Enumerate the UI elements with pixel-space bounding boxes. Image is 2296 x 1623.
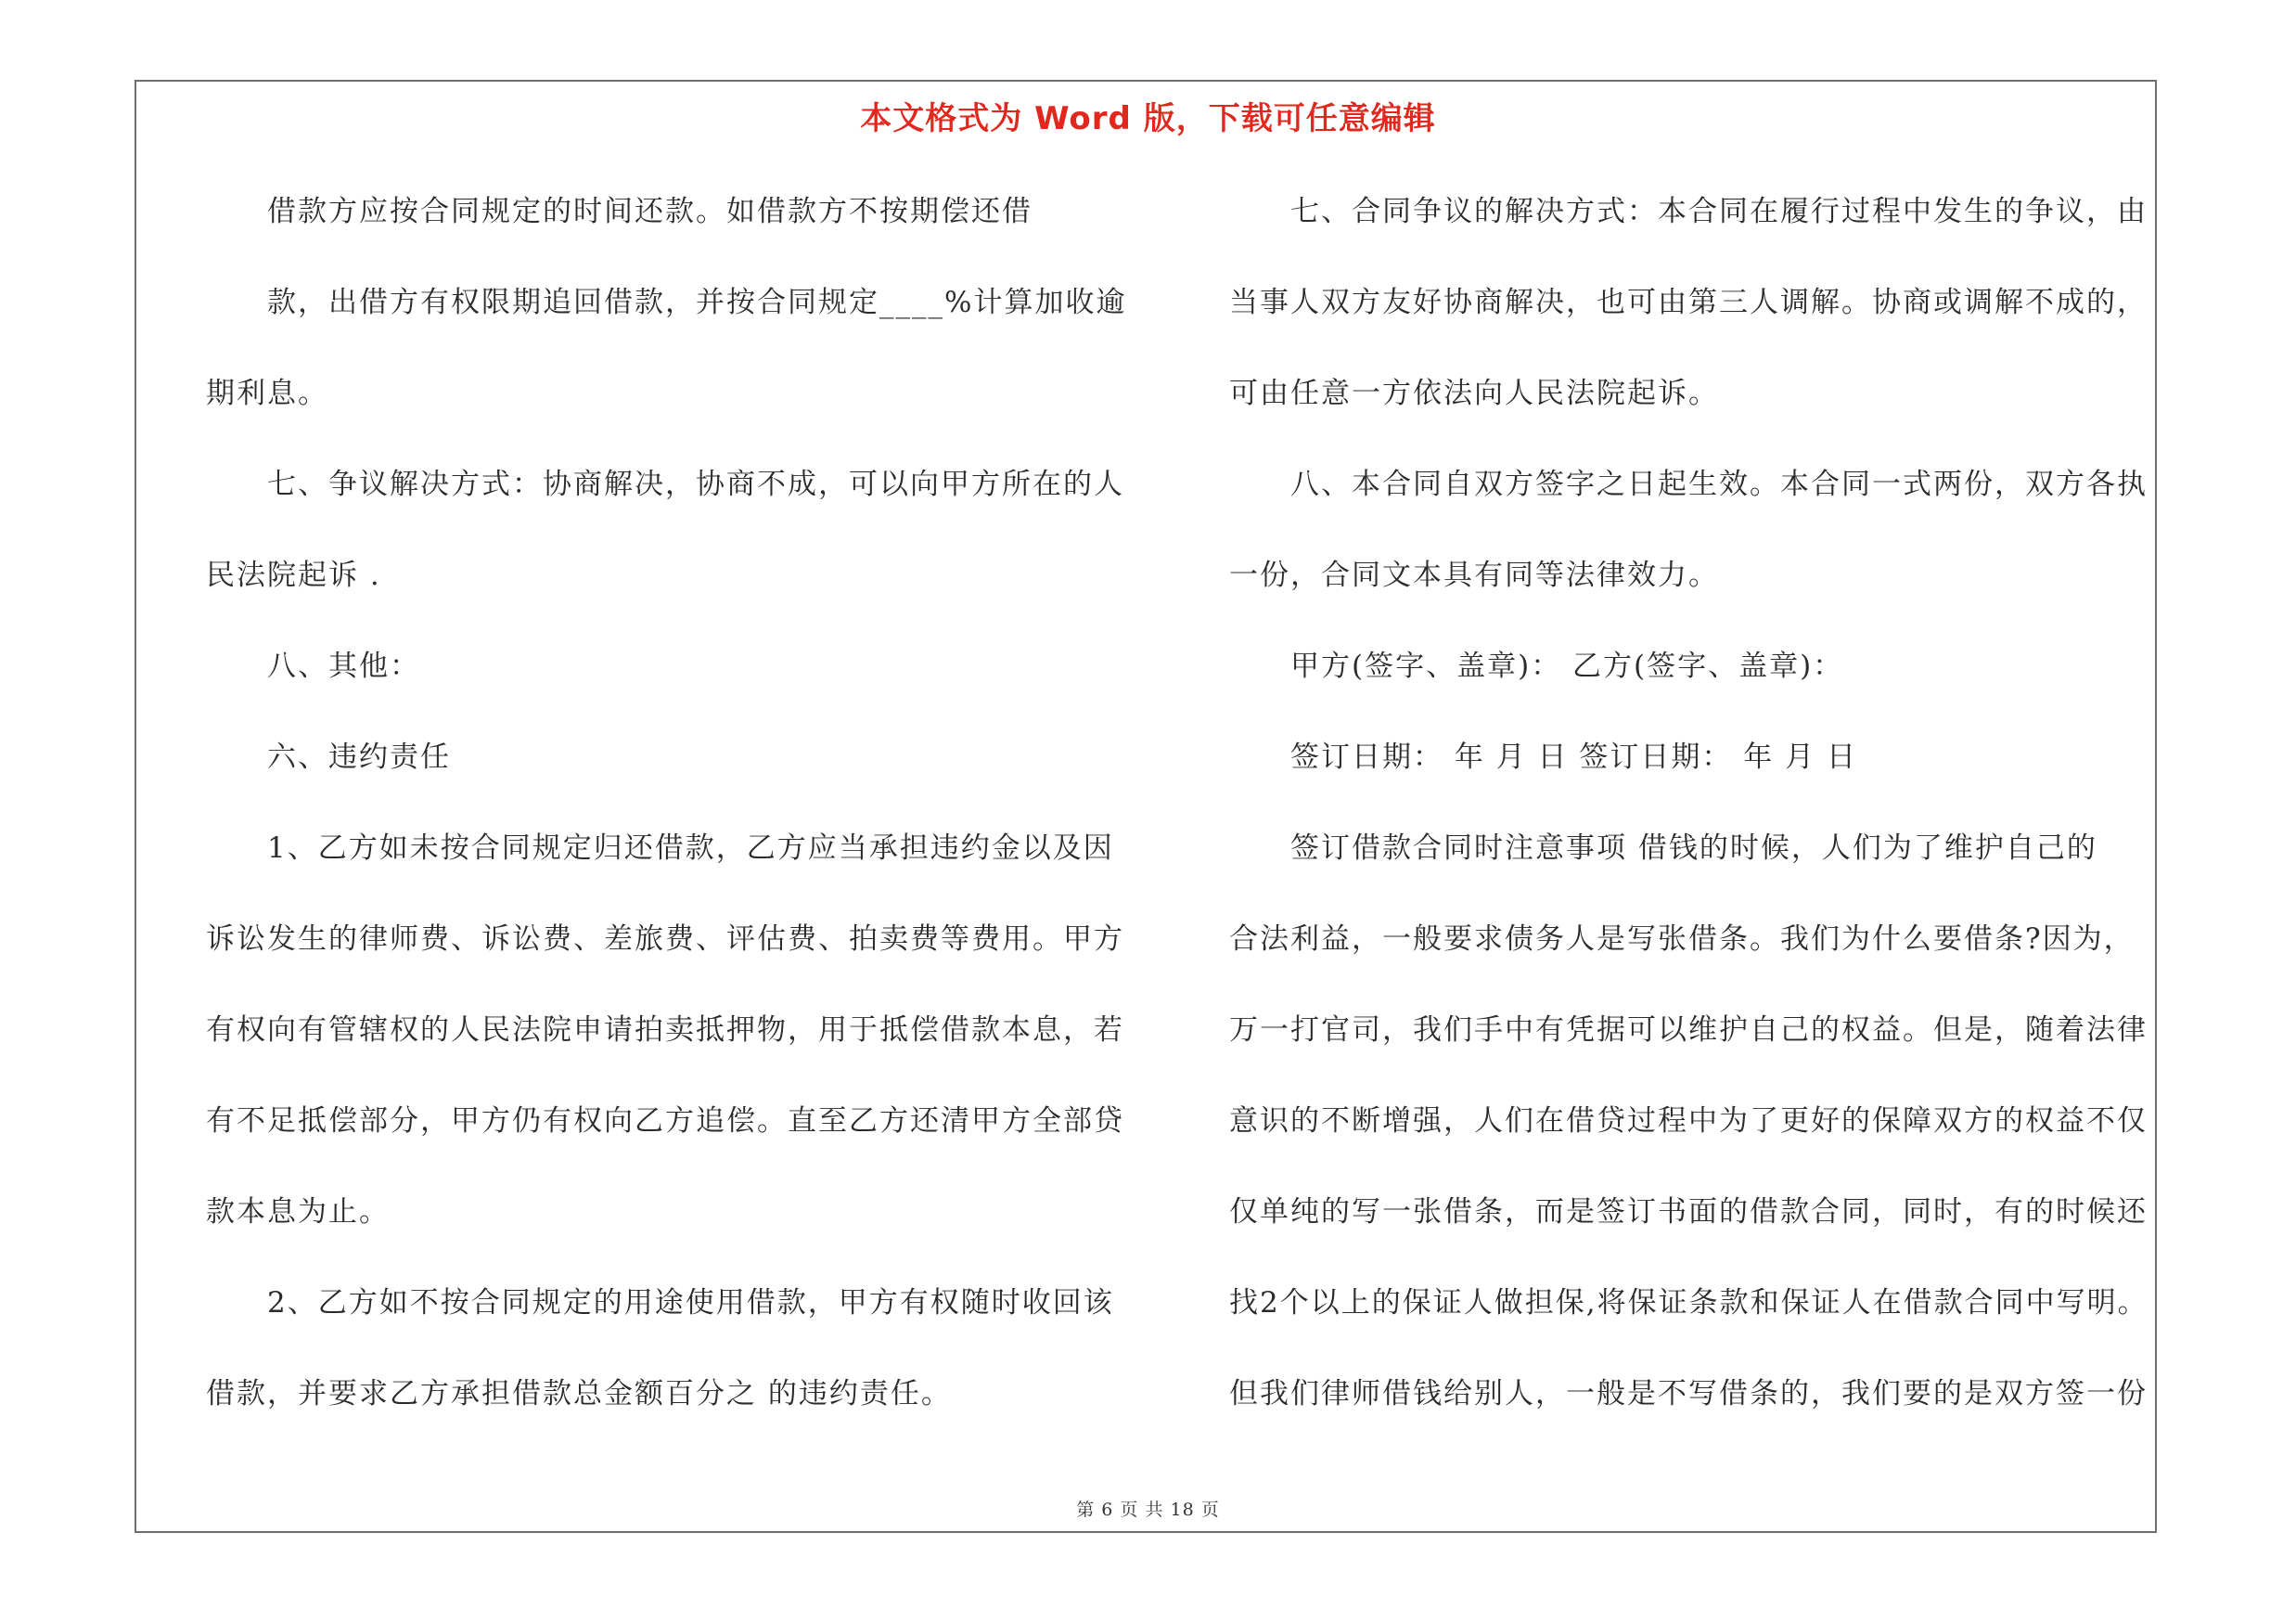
paragraph-line: 仅单纯的写一张借条，而是签订书面的借款合同，同时，有的时候还	[1229, 1195, 2148, 1229]
section-heading: 六、违约责任	[267, 741, 451, 774]
page-number: 第 6 页 共 18 页	[1076, 1500, 1220, 1520]
paragraph-line: 一份，合同文本具有同等法律效力。	[1229, 559, 1719, 592]
signature-line: 甲方(签字、盖章)： 乙方(签字、盖章)：	[1290, 650, 1844, 683]
paragraph-line: 2、乙方如不按合同规定的用途使用借款，甲方有权随时收回该	[267, 1286, 1114, 1320]
paragraph-line: 八、本合同自双方签字之日起生效。本合同一式两份，双方各执	[1290, 468, 2148, 501]
paragraph-line: 期利息。	[206, 377, 328, 410]
paragraph-line: 万一打官司，我们手中有凭据可以维护自己的权益。但是，随着法律	[1229, 1013, 2148, 1047]
format-banner: 本文格式为 Word 版，下载可任意编辑	[860, 100, 1436, 137]
paragraph-line: 诉讼发生的律师费、诉讼费、差旅费、评估费、拍卖费等费用。甲方	[206, 922, 1124, 956]
paragraph-line: 当事人双方友好协商解决，也可由第三人调解。协商或调解不成的，	[1229, 286, 2148, 319]
paragraph-line: 款本息为止。	[206, 1195, 390, 1229]
paragraph-line: 1、乙方如未按合同规定归还借款，乙方应当承担违约金以及因	[267, 831, 1114, 865]
paragraph-line: 款，出借方有权限期追回借款，并按合同规定____%计算加收逾	[267, 286, 1127, 319]
paragraph-line: 七、合同争议的解决方式：本合同在履行过程中发生的争议，由	[1290, 195, 2148, 228]
signing-date-line: 签订日期： 年 月 日 签订日期： 年 月 日	[1290, 741, 1857, 774]
paragraph-line: 可由任意一方依法向人民法院起诉。	[1229, 377, 1719, 410]
paragraph-line: 借款方应按合同规定的时间还款。如借款方不按期偿还借	[267, 195, 1033, 228]
paragraph-line: 意识的不断增强，人们在借贷过程中为了更好的保障双方的权益不仅	[1229, 1104, 2148, 1138]
paragraph-line: 民法院起诉 .	[206, 559, 381, 592]
paragraph-line: 找2个以上的保证人做担保,将保证条款和保证人在借款合同中写明。	[1229, 1286, 2148, 1320]
paragraph-line: 八、其他：	[267, 650, 420, 683]
paragraph-line: 借款，并要求乙方承担借款总金额百分之 的违约责任。	[206, 1377, 952, 1410]
paragraph-line: 有权向有管辖权的人民法院申请拍卖抵押物，用于抵偿借款本息，若	[206, 1013, 1124, 1047]
paragraph-line: 七、争议解决方式：协商解决，协商不成，可以向甲方所在的人	[267, 468, 1124, 501]
paragraph-line: 有不足抵偿部分，甲方仍有权向乙方追偿。直至乙方还清甲方全部贷	[206, 1104, 1124, 1138]
paragraph-line: 但我们律师借钱给别人，一般是不写借条的，我们要的是双方签一份	[1229, 1377, 2148, 1410]
paragraph-line: 合法利益，一般要求债务人是写张借条。我们为什么要借条?因为，	[1229, 922, 2135, 956]
paragraph-line: 签订借款合同时注意事项 借钱的时候，人们为了维护自己的	[1290, 831, 2097, 865]
